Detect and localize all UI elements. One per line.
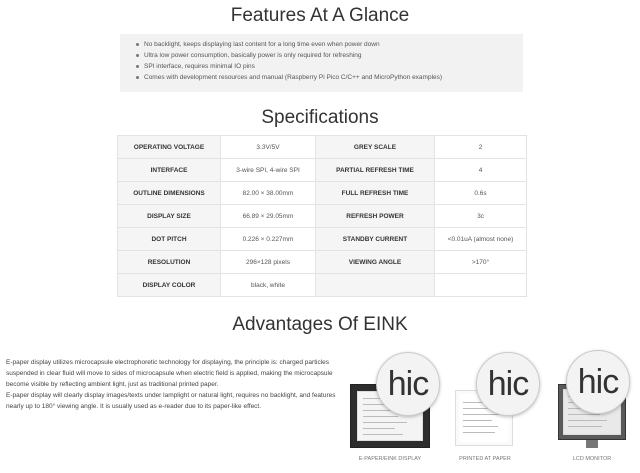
advantages-text: [6, 357, 351, 412]
table-row: [118, 228, 527, 251]
spec-value: 82.00 × 38.00mm: [221, 182, 316, 205]
spec-value: 0.6s: [435, 182, 527, 205]
feature-item: Ultra low power consumption, basically power is only required for refreshing: [136, 50, 513, 61]
magnified-text: hic: [387, 364, 429, 403]
spec-value: <0.01uA (almost none): [435, 228, 527, 251]
spec-value: 0.226 × 0.227mm: [221, 228, 316, 251]
spec-value: 296×128 pixels: [221, 251, 316, 274]
feature-item: SPI interface, requires minimal IO pins: [136, 61, 513, 72]
spec-value: 3-wire SPI, 4-wire SPI: [221, 159, 316, 182]
magnifier-eink: [376, 352, 440, 416]
spec-key: REFRESH POWER: [316, 205, 435, 228]
table-row: [118, 205, 527, 228]
spec-key: PARTIAL REFRESH TIME: [316, 159, 435, 182]
features-title: Features At A Glance: [230, 5, 410, 26]
magnified-text: hic: [577, 362, 619, 401]
spec-value: 4: [435, 159, 527, 182]
table-row: [118, 182, 527, 205]
specifications-title: Specifications: [261, 107, 379, 128]
specifications-table: [117, 135, 527, 297]
feature-item: Comes with development resources and manual (Raspberry Pi Pico C/C++ and MicroPython examples): [136, 72, 513, 83]
table-row: [118, 159, 527, 182]
spec-key: VIEWING ANGLE: [316, 251, 435, 274]
features-panel: [120, 34, 523, 92]
table-row: [118, 136, 527, 159]
spec-key: INTERFACE: [118, 159, 221, 182]
spec-key: OUTLINE DIMENSIONS: [118, 182, 221, 205]
magnifier-lcd: [566, 350, 630, 414]
features-list: [136, 39, 513, 83]
table-row: [118, 274, 527, 297]
caption-eink: E-PAPER/EINK DISPLAY: [358, 456, 422, 462]
spec-value: >170°: [435, 251, 527, 274]
caption-lcd: LCD MONITOR: [572, 456, 612, 462]
magnified-text: hic: [487, 364, 529, 403]
advantages-paragraph: E-paper display will clearly display images/texts under lamplight or natural light, requires no backlight, and features nearly up to 180° viewing angle. It is usually used as e-reader due to its paper-like effect.: [6, 392, 336, 410]
spec-key: OPERATING VOLTAGE: [118, 136, 221, 159]
feature-item: No backlight, keeps displaying last content for a long time even when power down: [136, 39, 513, 50]
monitor-stand: [586, 440, 598, 448]
spec-key: GREY SCALE: [316, 136, 435, 159]
caption-paper: PRINTED AT PAPER: [459, 456, 511, 462]
magnifier-paper: [476, 352, 540, 416]
advantages-paragraph: E-paper display utilizes microcapsule electrophoretic technology for displaying, the principle is: charged particles suspended in clear fluid will move to sides of microcapsule when electric field is applied, making the microcapsule become visible by reflecting ambient light, just as traditional printed paper.: [6, 359, 333, 388]
spec-value-empty: [435, 274, 527, 297]
spec-key: DISPLAY SIZE: [118, 205, 221, 228]
spec-key: DOT PITCH: [118, 228, 221, 251]
spec-key: RESOLUTION: [118, 251, 221, 274]
advantages-title: Advantages Of EINK: [232, 314, 408, 335]
spec-key-empty: [316, 274, 435, 297]
spec-value: 2: [435, 136, 527, 159]
spec-key: FULL REFRESH TIME: [316, 182, 435, 205]
table-row: [118, 251, 527, 274]
spec-value: 66.89 × 29.05mm: [221, 205, 316, 228]
spec-value: 3.3V/5V: [221, 136, 316, 159]
spec-value: 3c: [435, 205, 527, 228]
spec-key: DISPLAY COLOR: [118, 274, 221, 297]
spec-value: black, white: [221, 274, 316, 297]
spec-key: STANDBY CURRENT: [316, 228, 435, 251]
